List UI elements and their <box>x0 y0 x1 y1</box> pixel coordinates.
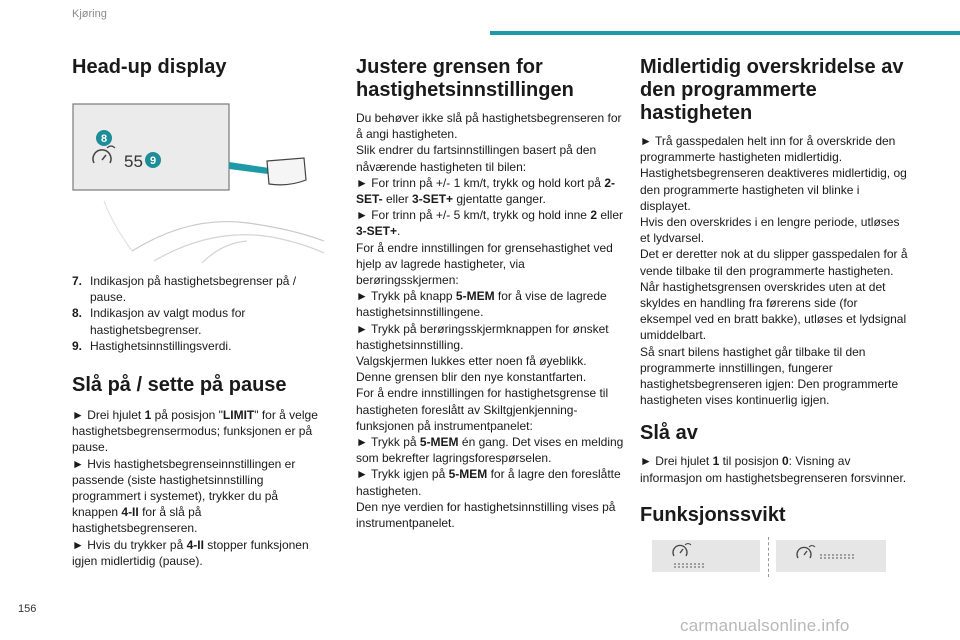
override-p3: Hvis den overskrides i en lengre periode, utløses et lydvarsel. <box>640 215 900 246</box>
head-up-display-figure <box>72 103 324 263</box>
adjust-p9: Denne grensen blir den nye konstantfarten. <box>356 370 587 385</box>
page-number: 156 <box>18 603 37 615</box>
hud-speed-value: 55 <box>124 152 143 171</box>
adjust-p13: Den nye verdien for hastighetsinnstilling vises på instrumentpanelet. <box>356 499 616 531</box>
legend-item-8: 8. Indikasjon av valgt modus for hastighetsbegrenser. <box>72 306 246 337</box>
head-up-display-title: Head-up display <box>72 56 227 78</box>
adjust-p4: ► For trinn på +/- 5 km/t, trykk og hold inne 2 eller 3-SET+. <box>356 208 624 239</box>
override-p6: Så snart bilens hastighet går tilbake til den programmerte innstillingen, fungerer hastighetsbegrenseren igjen: Den programmerte hastigheten vises kontinuerlig igjen. <box>640 344 899 408</box>
adjust-p5: For å endre innstillingen for grensehastighet ved hjelp av lagrede hastigheter, via berøringsskjermen: <box>356 240 613 288</box>
adjust-p8: Valgskjermen lukkes etter noen få øyeblikk. <box>356 354 587 369</box>
chapter-label: Kjøring <box>72 8 107 20</box>
adjust-p7: ► Trykk på berøringsskjermknappen for ønsket hastighetsinnstilling. <box>356 321 609 352</box>
adjust-p2: Slik endrer du fartsinnstillingen basert på den nåværende hastigheten til bilen: <box>356 143 597 174</box>
override-title: Midlertidig overskridelse av den programmerte hastigheten <box>640 56 904 124</box>
column-1 <box>72 56 324 569</box>
adjust-p12: ► Trykk igjen på 5-MEM for å lagre den foreslåtte hastigheten. <box>356 467 621 498</box>
adjust-p11: ► Trykk på 5-MEM én gang. Det vises en melding som bekrefter lagringsforespørselen. <box>356 435 624 466</box>
adjust-limit-title: Justere grensen for hastighetsinnstillingen <box>356 56 574 101</box>
svg-text:9: 9 <box>149 155 157 167</box>
figure-legend <box>72 273 324 354</box>
callout-badge-9 <box>145 152 161 168</box>
malfunction-icon-box-2 <box>776 540 886 572</box>
legend-item-9: 9. Hastighetsinnstillingsverdi. <box>72 338 232 353</box>
turn-off-step: ► Drei hjulet 1 til posisjon 0: Visning av informasjon om hastighetsbegrenseren forsvinner. <box>640 454 907 485</box>
turn-on-step-1: ► Drei hjulet 1 på posisjon "LIMIT" for å velge hastighetsbegrensermodus; funksjonen er på pause. <box>72 408 318 455</box>
speedometer-dashes-inline-icon <box>776 540 886 572</box>
malfunction-title: Funksjonssvikt <box>640 503 786 526</box>
turn-on-step-3: ► Hvis du trykker på 4-II stopper funksjonen igjen midlertidig (pause). <box>72 537 309 568</box>
adjust-p1: Du behøver ikke slå på hastighetsbegrenseren for å angi hastigheten. <box>356 111 622 142</box>
header-accent-bar <box>490 31 960 35</box>
legend-item-7: 7. Indikasjon på hastighetsbegrenser på / pause. <box>72 274 297 305</box>
column-2 <box>356 56 624 531</box>
override-p2: Hastighetsbegrenseren deaktiveres midlertidig, og den programmerte hastigheten vil blinke i displayet. <box>640 166 907 213</box>
malfunction-icon-box-1 <box>652 540 760 572</box>
adjust-p10: For å endre innstillingen for hastighetsgrense til hastigheten foreslått av Skiltgjenkjenning-funksjonen på instrumentpanelet: <box>356 386 609 433</box>
adjust-p3: ► For trinn på +/- 1 km/t, trykk og hold kort på 2-SET- eller 3-SET+ gjentatte ganger. <box>356 175 615 207</box>
override-p5: Når hastighetsgrensen overskrides uten at det skyldes en handling fra førerens side (for eksempel ved en bratt bakke), utløses et lydsignal umiddelbart. <box>640 279 907 343</box>
svg-text:8: 8 <box>100 133 108 145</box>
turn-on-step-2: ► Hvis hastighetsbegrenseinnstillingen er passende (siste hastighetsinnstilling programmert i systemet), trykker du på knappen 4-II for å slå på hastighetsbegrenseren. <box>72 456 296 536</box>
turn-off-title: Slå av <box>640 422 698 445</box>
turn-on-pause-title: Slå på / sette på pause <box>72 374 287 397</box>
speedometer-dashes-icon <box>652 540 760 572</box>
override-p4: Det er deretter nok at du slipper gasspedalen for å vende tilbake til den programmerte hastigheten. <box>640 247 908 278</box>
column-3 <box>640 56 910 527</box>
watermark: carmanualsonline.info <box>680 616 850 635</box>
adjust-p6: ► Trykk på knapp 5-MEM for å vise de lagrede hastighetsinnstillingene. <box>356 289 607 320</box>
malfunction-divider <box>768 537 769 577</box>
hud-illustration <box>72 103 324 263</box>
callout-badge-8 <box>96 130 112 146</box>
override-p1: ► Trå gasspedalen helt inn for å overskride den programmerte hastigheten midlertidig. <box>640 134 896 165</box>
